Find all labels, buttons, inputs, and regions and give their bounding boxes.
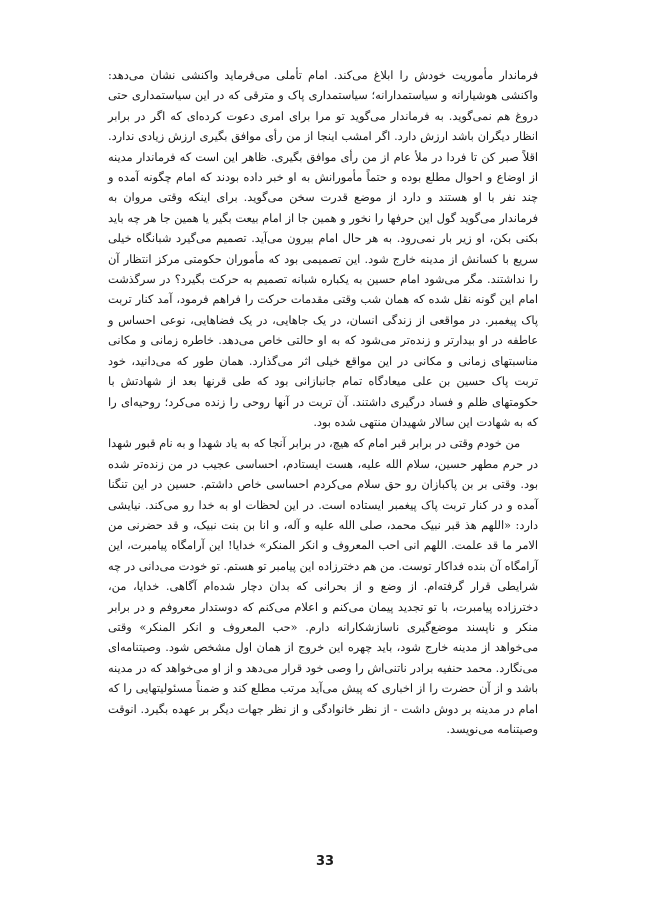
paragraph-1: فرماندار مأموریت خودش را ابلاغ می‌کند. امام تأملی می‌فرماید واکنشی نشان می‌دهد: واکنشی هوشیارانه و سیاستمدارانه؛ سیاستمداری پاک و مترقی که در این سیاستمداری حتی دروغ هم نمی‌گوید. به فرماندار می‌گوید تو مرا برای امری دعوت کرده‌ای که اگر در برابر انظار دیگران باشد ارزش دارد. اگر امشب اینجا از من رأی موافق بگیری ارزش زیادی ندارد. اقلاً صبر کن تا فردا در ملأ عام از من رأی موافق بگیری. ظاهر این است که فرماندار مدینه از اوضاع و احوال مطلع بوده و حتماً مأمورانش به او خبر داده بودند که امام چگونه آمده و چند نفر با او هستند و دارد از موضع قدرت سخن می‌گوید. برای اینکه وقتی مروان به فرماندار می‌گوید گول این حرفها را نخور و همین جا از امام بیعت بگیر یا همین جا هر چه باید بکنی بکن، او زیر بار نمی‌رود. به هر حال امام بیرون می‌آید. تصمیم می‌گیرد شبانگاه خیلی سریع با کسانش از مدینه خارج شود. این تصمیمی بود که مأموران حکومتی مرکز انتظار آن را نداشتند. مگر می‌شود امام حسین به یکباره شبانه تصمیم به حرکت بگیرد؟ در سرگذشت امام این گونه نقل شده که همان شب وقتی مقدمات حرکت را فراهم فرمود، آمد کنار تربت پاک پیغمبر. در مواقعی از زندگی انسان، در یک جاهایی، در یک فضاهایی، نوعی احساس و عاطفه در او بیدارتر و زنده‌تر می‌شود که به او حالتی خاص می‌دهد. خاطره زمانی و مکانی مناسبتهای زمانی و مکانی در این مواقع خیلی اثر می‌گذارد. همان طور که می‌دانید، خود تربت پاک حسین بن علی میعادگاه تمام جانبازانی بود که طی قرنها بعد از شهادتش با حکومتهای ظلم و فساد درگیری داشتند. آن تربت در آنها روحی را زنده می‌کرد؛ روحیه‌ای را که به شهادت این سالار شهیدان منتهی شده بود. bbox=[108, 69, 538, 429]
page-body bbox=[108, 66, 538, 740]
paragraph-2: من خودم وقتی در برابر قبر امام که هیچ، در برابر آنجا که به یاد شهدا و به نام قبور شهدا در حرم مطهر حسین، سلام الله علیه، هست ایستادم، احساسی عجیب در من زنده‌تر شده بود. وقتی بر بن پاکبازان رو حق سلام می‌کردم احساسی خاص داشتم. حسین در این تنگنا آمده و در کنار تربت پاک پیغمبر ایستاده است. در این لحظات او به خدا رو می‌کند. نیایشی دارد: «اللهم هذ قبر نبیک محمد، صلی الله علیه و آله، و انا بن بنت نبیک، و قد حضرنی من الامر ما قد علمت. اللهم انی احب المعروف و انکر المنکر» خدایا! این آرامگاه پیامبرت، این آرامگاه آن بنده فداکار توست. من هم دخترزاده این پیامبر تو هستم. تو خودت می‌دانی در چه شرایطی قرار گرفته‌ام. از وضع و از بحرانی که بدان دچار شده‌ام آگاهی. خدایا، من، دخترزاده پیامبرت، با تو تجدید پیمان می‌کنم و اعلام می‌کنم که دوستدار معروفم و در برابر منکر و ناپسند موضع‌گیری ناسازشکارانه دارم. «حب المعروف و انکر المنکر» وقتی می‌خواهد از مدینه خارج شود، باید چهره این خروج از همان اول مشخص شود. وصیتنامه‌ای می‌نگارد. محمد حنفیه برادر ناتنی‌اش را وصی خود قرار می‌دهد و از او می‌خواهد که در مدینه باشد و از آن حضرت را از اخباری که پیش می‌آید مرتب مطلع کند و ضمناً مسئولیتهایی را که امام در مدینه بر دوش داشت - از نظر خانوادگی و از نظر جهات دیگر بر عهده بگیرد. انوقت وصیتنامه می‌نویسد. bbox=[108, 437, 538, 736]
page-number: 33 bbox=[315, 854, 335, 869]
